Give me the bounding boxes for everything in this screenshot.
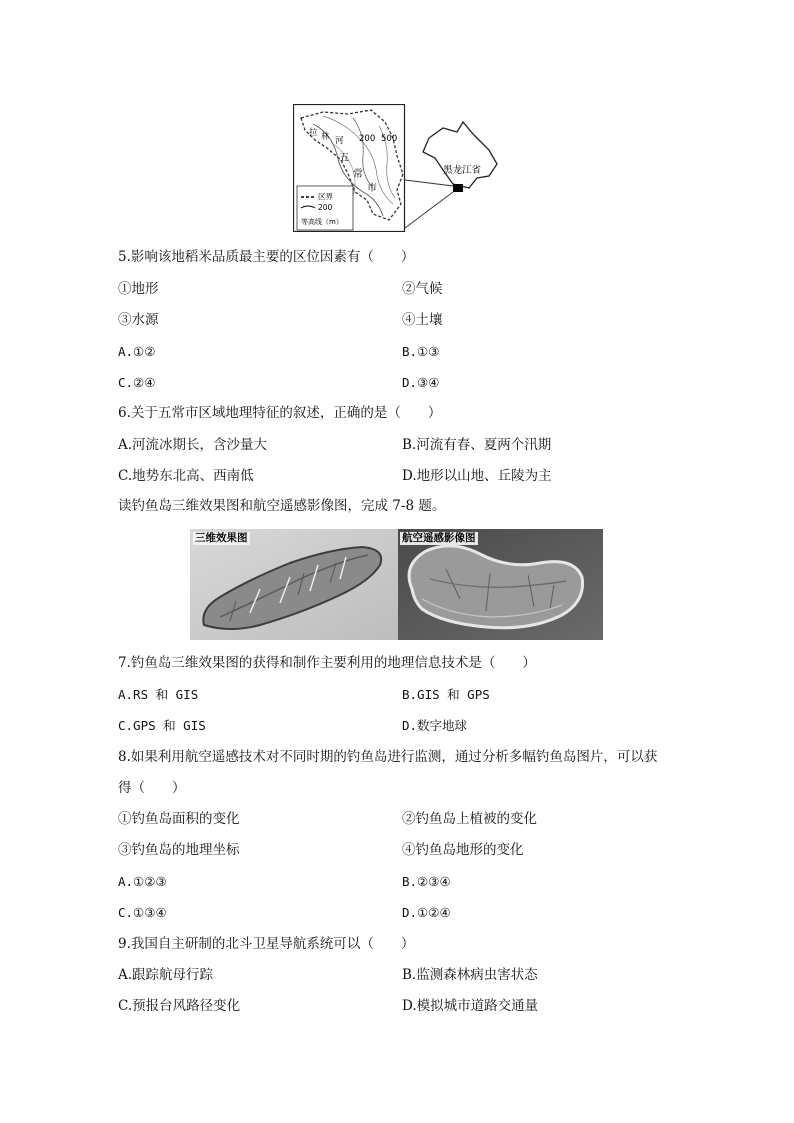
q7-option-c[interactable]: C.GPS 和 GIS (118, 718, 206, 733)
q8-option-d[interactable]: D.①②④ (402, 905, 451, 920)
city-char-wu: 五 (339, 153, 349, 164)
q9-option-a[interactable]: A.跟踪航母行踪 (118, 967, 214, 983)
q5-statement-4: ④土壤 (402, 312, 443, 328)
q9-stem: 9.我国自主研制的北斗卫星导航系统可以（ ） (118, 936, 415, 952)
q8-option-c[interactable]: C.①③④ (118, 905, 167, 920)
river-char-3: 河 (335, 136, 344, 146)
q9-option-b[interactable]: B.监测森林病虫害状态 (402, 967, 538, 983)
q5-statement-3: ③水源 (118, 312, 159, 328)
q6-stem: 6.关于五常市区域地理特征的叙述，正确的是（ ） (118, 405, 442, 421)
q7-option-d[interactable]: D.数字地球 (402, 718, 468, 733)
river-char-2: 林 (321, 132, 330, 142)
q7-stem: 7.钓鱼岛三维效果图的获得和制作主要利用的地理信息技术是（ ） (118, 655, 536, 671)
q8-statement-2: ②钓鱼岛上植被的变化 (402, 811, 537, 827)
q5-statement-2: ②气候 (402, 281, 443, 297)
q5-option-a[interactable]: A.①② (118, 344, 156, 359)
q9-option-c[interactable]: C.预报台风路径变化 (118, 998, 241, 1014)
island-images (190, 529, 603, 640)
province-label: 黑龙江省 (443, 165, 482, 176)
q8-option-b[interactable]: B.②③④ (402, 874, 451, 889)
panel-title-remote-sensing: 航空遥感影像图 (402, 532, 476, 544)
q6-option-d[interactable]: D.地形以山地、丘陵为主 (402, 468, 552, 484)
q8-option-a[interactable]: A.①②③ (118, 874, 167, 889)
q5-stem: 5.影响该地稻米品质最主要的区位因素有（ ） (118, 249, 415, 265)
panel-title-3d: 三维效果图 (195, 532, 248, 544)
q6-option-a[interactable]: A.河流冰期长，含沙量大 (118, 437, 268, 453)
q5-option-b[interactable]: B.①③ (402, 344, 440, 359)
q5-statement-1: ①地形 (118, 281, 159, 297)
wuchang-map-figure (293, 104, 505, 232)
section-intro: 读钓鱼岛三维效果图和航空遥感影像图，完成 7-8 题。 (118, 498, 446, 514)
q8-statement-3: ③钓鱼岛的地理坐标 (118, 842, 240, 858)
q8-stem-line2: 得（ ） (118, 780, 186, 796)
legend-boundary-label: 区界 (318, 192, 333, 201)
legend-title: 等高线（m） (301, 218, 343, 226)
q8-statement-4: ④钓鱼岛地形的变化 (402, 842, 524, 858)
contour-label-200: 200 (359, 134, 376, 144)
diaoyu-island-figure (190, 529, 603, 640)
city-char-chang: 常 (353, 169, 363, 180)
city-char-shi: 市 (367, 183, 377, 194)
q8-statement-1: ①钓鱼岛面积的变化 (118, 811, 240, 827)
q9-option-d[interactable]: D.模拟城市道路交通量 (402, 998, 539, 1014)
q7-option-a[interactable]: A.RS 和 GIS (118, 687, 199, 702)
q7-option-b[interactable]: B.GIS 和 GPS (402, 687, 490, 702)
legend-contour-value: 200 (318, 203, 333, 212)
q6-option-c[interactable]: C.地势东北高、西南低 (118, 468, 254, 484)
q5-option-d[interactable]: D.③④ (402, 375, 440, 390)
q5-option-c[interactable]: C.②④ (118, 375, 156, 390)
q6-option-b[interactable]: B.河流有春、夏两个汛期 (402, 437, 552, 453)
q8-stem-line1: 8.如果利用航空遥感技术对不同时期的钓鱼岛进行监测，通过分析多幅钓鱼岛图片，可以获 (118, 749, 658, 765)
river-char-1: 拉 (309, 128, 318, 138)
contour-label-500: 500 (381, 134, 398, 144)
